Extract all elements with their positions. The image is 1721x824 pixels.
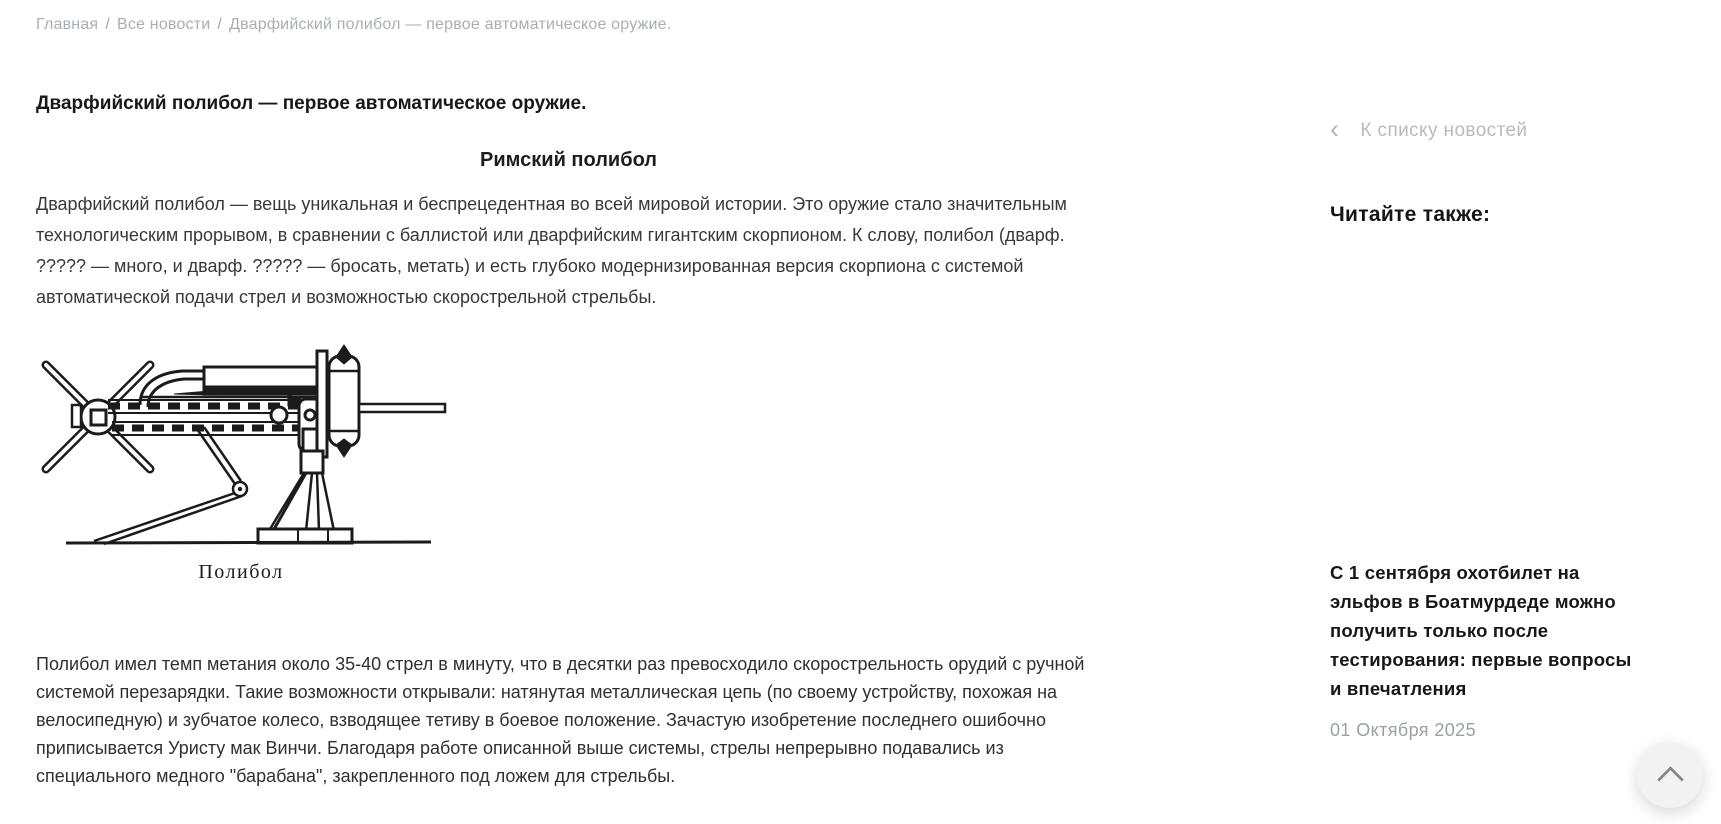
image-caption: Полибол — [198, 561, 284, 583]
back-to-news-link[interactable] — [1330, 113, 1528, 144]
chevron-up-icon — [1657, 766, 1684, 793]
related-article-title: С 1 сентября охотбилет на эльфов в Боатмурдеде можно получить только после тестирования: первые вопросы и впечатления — [1330, 562, 1632, 699]
breadcrumb — [36, 16, 671, 34]
article-image-polybolos — [36, 343, 451, 598]
chevron-left-icon: ‹ — [1330, 113, 1340, 144]
breadcrumb-link-all-news[interactable]: Все новости — [116, 16, 211, 33]
page-title: Дварфийский полибол — первое автоматическое оружие. — [36, 93, 587, 114]
article-paragraph-2: Полибол имел темп метания около 35-40 стрел в минуту, что в десятки раз превосходило скорострельность орудий с ручной системой перезарядки. Такие возможности открывали: натянутая металлическая цепь (по своему устройству, похожая на велосипедную) и зубчатое колесо, взводящее тетиву в боевое положение. Зачастую изобретение последнего ошибочно приписывается Уристу мак Винчи. Благодаря работе описанной выше системы, стрелы непрерывно подавались из специального медного "барабана", закрепленного под ложем для стрельбы. — [36, 654, 1085, 786]
read-also-heading: Читайте также: — [1330, 203, 1491, 226]
back-to-news-label: К списку новостей — [1360, 120, 1528, 141]
breadcrumb-current: Дварфийский полибол — первое автоматическое оружие. — [229, 16, 672, 33]
related-article-card[interactable] — [1330, 558, 1648, 741]
breadcrumb-separator: / — [217, 16, 223, 33]
polybolos-drawing — [36, 343, 451, 593]
article-subheading: Римский полибол — [479, 149, 658, 171]
breadcrumb-link-home[interactable]: Главная — [36, 16, 99, 33]
article-paragraph-1: Дварфийский полибол — вещь уникальная и беспрецедентная во всей мировой истории. Это оружие стало значительным технологическим прорывом, в сравнении с баллистой или дварфийским гигантским скорпионом. К слову, полибол (дварф. ????? — много, и дварф. ????? — бросать, метать) и есть глубоко модернизированная версия скорпиона с системой автоматической подачи стрел и возможностью скорострельной стрельбы. — [36, 194, 1067, 307]
related-article-date: 01 Октября 2025 — [1330, 720, 1477, 740]
scroll-to-top-button[interactable] — [1637, 742, 1703, 808]
article — [36, 92, 1101, 790]
breadcrumb-separator: / — [105, 16, 110, 33]
